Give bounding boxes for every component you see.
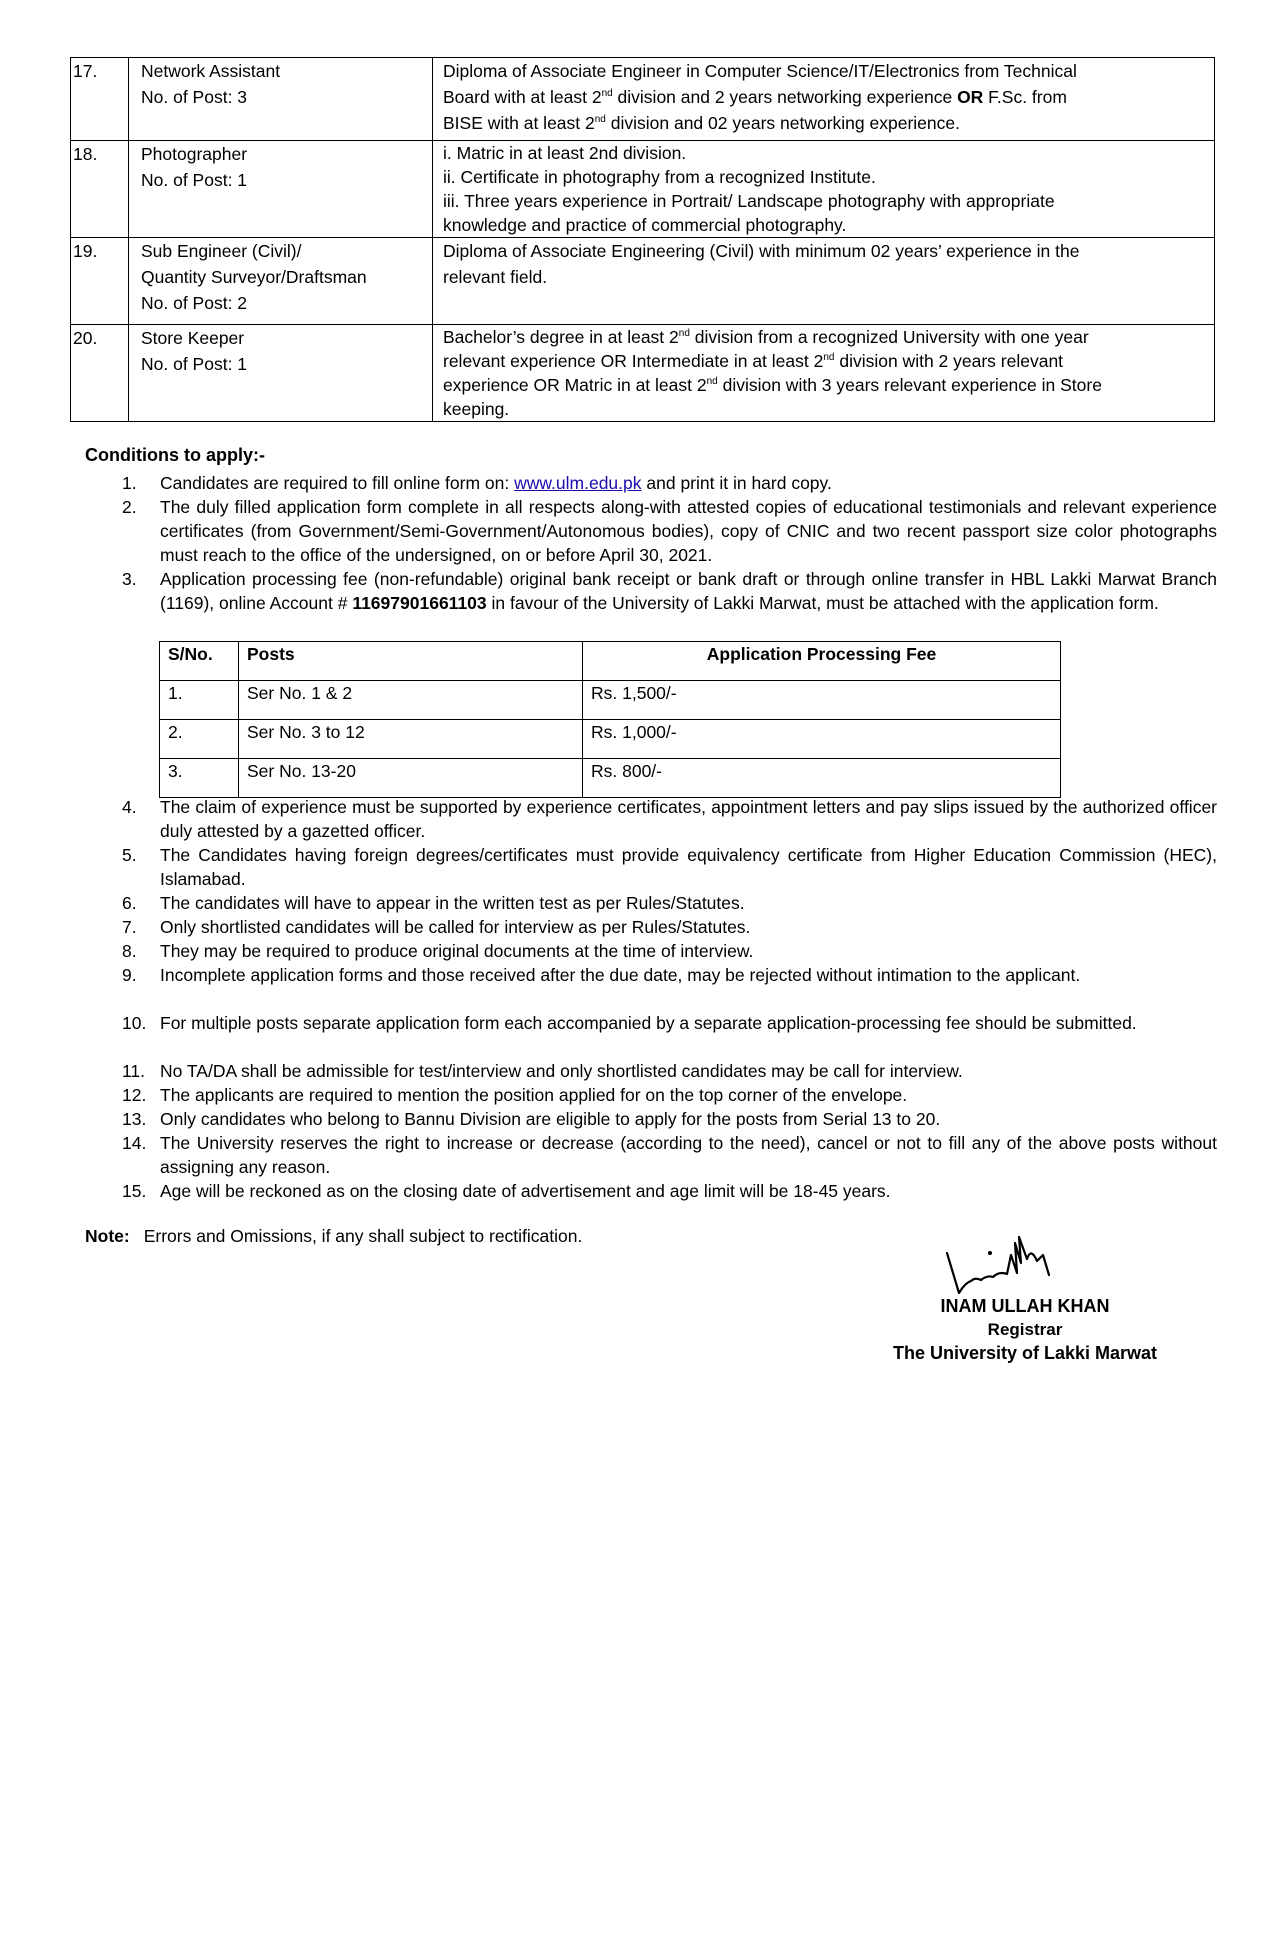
text: division with 3 years relevant experience in Store [717, 375, 1102, 395]
note [85, 1224, 582, 1248]
condition-item [122, 915, 1217, 939]
requirement-line: keeping. [443, 399, 510, 419]
post-count: No. of Post: 1 [141, 170, 248, 190]
text: Board with at least 2 [443, 87, 602, 107]
condition-item [122, 891, 1217, 915]
text: division from a recognized University with one year [689, 327, 1089, 347]
fee-table [159, 641, 1061, 798]
bold-or: OR [957, 87, 984, 107]
signature-icon [935, 1225, 1065, 1305]
website-link[interactable]: www.ulm.edu.pk [514, 473, 642, 493]
condition-number: 7. [122, 917, 137, 937]
post-cell [129, 141, 433, 238]
table-row [71, 325, 1215, 422]
text: Bachelor’s degree in at least 2 [443, 327, 679, 347]
condition-text [160, 567, 1217, 615]
text: Application processing fee (non-refundable) original bank receipt or bank draft or through online transfer in HBL Lakki Marwat Branch (1169), online Account # [160, 569, 1217, 613]
serial-number: 17. [71, 58, 129, 141]
requirement-cell [433, 238, 1215, 325]
text: division with 2 years relevant [834, 351, 1064, 371]
serial-number: 18. [71, 141, 129, 238]
condition-item [122, 1083, 1217, 1107]
post-title: Photographer [141, 144, 248, 164]
serial-number: 20. [71, 325, 129, 422]
post-cell [129, 58, 433, 141]
condition-number: 3. [122, 569, 137, 589]
condition-item [122, 1131, 1217, 1179]
note-text: Errors and Omissions, if any shall subject to rectification. [143, 1226, 583, 1246]
fee-amount: Rs. 1,000/- [583, 720, 1061, 759]
condition-item [122, 939, 1217, 963]
signatory-name: INAM ULLAH KHAN [940, 1296, 1110, 1316]
condition-text: The University reserves the right to increase or decrease (according to the need), cancel or not to fill any of the above posts without assigning any reason. [160, 1133, 1217, 1177]
superscript: nd [706, 376, 718, 387]
signatory-organization: The University of Lakki Marwat [892, 1343, 1158, 1363]
text: relevant experience OR Intermediate in at least 2 [443, 351, 824, 371]
requirement-line: relevant field. [443, 267, 548, 287]
superscript: nd [594, 114, 606, 125]
condition-number: 6. [122, 893, 137, 913]
requirement-cell [433, 58, 1215, 141]
table-row [71, 238, 1215, 325]
condition-item [122, 1107, 1217, 1131]
condition-number: 9. [122, 965, 137, 985]
condition-item [122, 567, 1217, 615]
condition-number: 10. [122, 1013, 147, 1033]
requirement-line [443, 373, 1204, 397]
condition-number: 2. [122, 497, 137, 517]
signatory-title: Registrar [987, 1320, 1063, 1339]
table-row [71, 58, 1215, 141]
condition-text: Age will be reckoned as on the closing date of advertisement and age limit will be 18-45 years. [160, 1181, 891, 1201]
condition-text: The candidates will have to appear in the written test as per Rules/Statutes. [160, 893, 745, 913]
requirement-line [443, 110, 1204, 136]
superscript: nd [823, 352, 835, 363]
condition-item [122, 1179, 1217, 1203]
condition-text: The Candidates having foreign degrees/certificates must provide equivalency certificate from Higher Education Commission (HEC), Islamabad. [160, 845, 1217, 889]
condition-text: The applicants are required to mention the position applied for on the top corner of the envelope. [160, 1085, 908, 1105]
text: division and 02 years networking experience. [605, 113, 960, 133]
account-number: 11697901661103 [352, 593, 487, 613]
condition-text [160, 471, 1217, 495]
fee-posts: Ser No. 13-20 [239, 759, 583, 798]
condition-number: 15. [122, 1181, 147, 1201]
conditions-heading: Conditions to apply:- [85, 445, 265, 465]
fee-sno: 2. [160, 720, 239, 759]
condition-text: The claim of experience must be supported by experience certificates, appointment letters and pay slips issued by the authorized officer duly attested by a gazetted officer. [160, 797, 1217, 841]
table-row [160, 720, 1061, 759]
fee-sno: 1. [160, 681, 239, 720]
text: BISE with at least 2 [443, 113, 595, 133]
condition-number: 11. [122, 1061, 146, 1081]
post-title: Sub Engineer (Civil)/ [141, 241, 302, 261]
requirement-cell [433, 141, 1215, 238]
condition-text: Only shortlisted candidates will be called for interview as per Rules/Statutes. [160, 917, 751, 937]
requirement-line: Diploma of Associate Engineering (Civil) with minimum 02 years’ experience in the [443, 241, 1080, 261]
post-title: Network Assistant [141, 61, 281, 81]
condition-item [122, 963, 1217, 987]
column-header-fee: Application Processing Fee [583, 642, 1061, 681]
table-row [160, 759, 1061, 798]
condition-item [122, 843, 1217, 891]
condition-item [122, 1059, 1217, 1083]
condition-number: 12. [122, 1085, 147, 1105]
note-label: Note: [85, 1226, 130, 1246]
condition-number: 5. [122, 845, 137, 865]
column-header-posts: Posts [239, 642, 583, 681]
requirement-cell [433, 325, 1215, 422]
condition-text: Only candidates who belong to Bannu Division are eligible to apply for the posts from Serial 13 to 20. [160, 1109, 941, 1129]
condition-text: Incomplete application forms and those received after the due date, may be rejected without intimation to the applicant. [160, 965, 1081, 985]
condition-number: 13. [122, 1109, 147, 1129]
condition-item [122, 471, 1217, 495]
condition-number: 8. [122, 941, 137, 961]
fee-posts: Ser No. 1 & 2 [239, 681, 583, 720]
table-row [71, 141, 1215, 238]
text: experience OR Matric in at least 2 [443, 375, 707, 395]
requirement-line [443, 325, 1204, 349]
post-title: Quantity Surveyor/Draftsman [141, 267, 367, 287]
requirement-line [443, 84, 1204, 110]
fee-table-header [160, 642, 1061, 681]
condition-text: The duly filled application form complete in all respects along-with attested copies of educational testimonials and relevant experience certificates (from Government/Semi-Government/Autonomous bodies), copy of CNIC and two recent passport size color photographs must reach to the office of the undersigned, on or before April 30, 2021. [160, 497, 1217, 565]
post-cell [129, 325, 433, 422]
post-title: Store Keeper [141, 328, 245, 348]
requirement-line [443, 349, 1204, 373]
condition-text: For multiple posts separate application form each accompanied by a separate application-processing fee should be submitted. [160, 1013, 1137, 1033]
posts-table [70, 57, 1215, 422]
superscript: nd [678, 328, 690, 339]
fee-amount: Rs. 800/- [583, 759, 1061, 798]
requirement-line: Diploma of Associate Engineer in Computer Science/IT/Electronics from Technical [443, 61, 1077, 81]
condition-text: No TA/DA shall be admissible for test/interview and only shortlisted candidates may be call for interview. [160, 1061, 963, 1081]
text: F.Sc. from [983, 87, 1067, 107]
post-count: No. of Post: 3 [141, 87, 248, 107]
table-row [160, 681, 1061, 720]
condition-text: They may be required to produce original documents at the time of interview. [160, 941, 754, 961]
serial-number: 19. [71, 238, 129, 325]
column-header-sno: S/No. [160, 642, 239, 681]
text: in favour of the University of Lakki Marwat, must be attached with the application form. [486, 593, 1159, 613]
superscript: nd [601, 88, 613, 99]
fee-amount: Rs. 1,500/- [583, 681, 1061, 720]
requirement-line: iii. Three years experience in Portrait/ Landscape photography with appropriate [443, 191, 1055, 211]
post-count: No. of Post: 2 [141, 293, 248, 313]
requirement-line: knowledge and practice of commercial photography. [443, 215, 847, 235]
condition-item [122, 495, 1217, 567]
condition-number: 14. [122, 1133, 147, 1153]
post-cell [129, 238, 433, 325]
post-count: No. of Post: 1 [141, 354, 248, 374]
condition-item [122, 1011, 1217, 1035]
text: Candidates are required to fill online form on: [160, 473, 515, 493]
requirement-line: ii. Certificate in photography from a recognized Institute. [443, 167, 876, 187]
fee-posts: Ser No. 3 to 12 [239, 720, 583, 759]
fee-sno: 3. [160, 759, 239, 798]
condition-item [122, 795, 1217, 843]
condition-number: 1. [122, 473, 137, 493]
text: and print it in hard copy. [641, 473, 832, 493]
text: division and 2 years networking experience [612, 87, 958, 107]
requirement-line: i. Matric in at least 2nd division. [443, 143, 687, 163]
condition-number: 4. [122, 797, 137, 817]
